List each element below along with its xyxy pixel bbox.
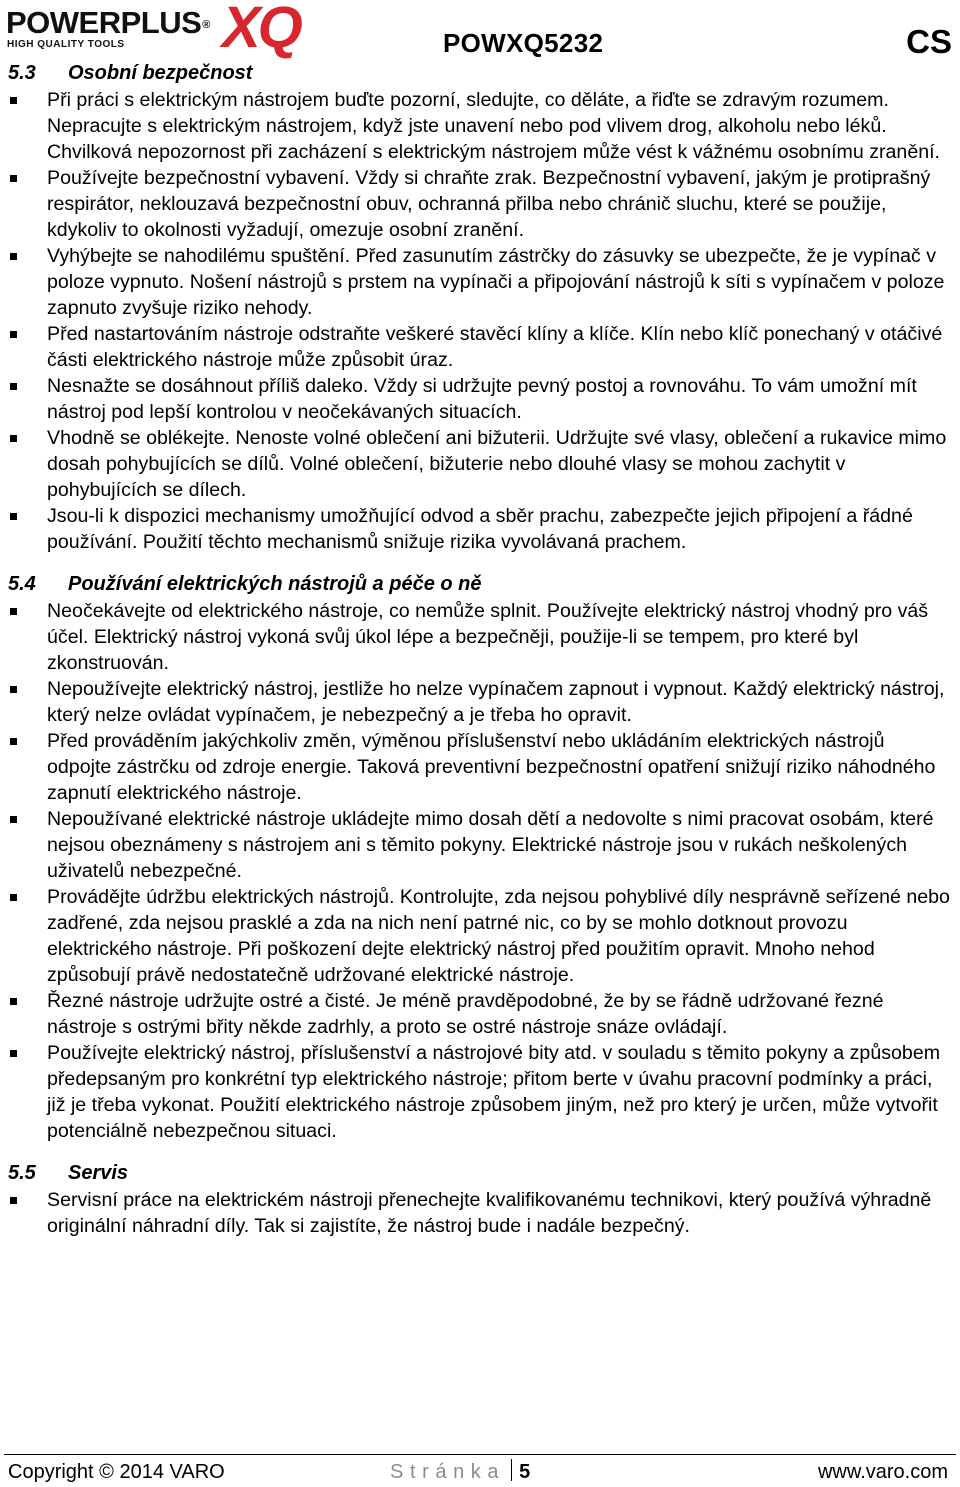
list-item: Jsou-li k dispozici mechanismy umožňující odvod a sběr prachu, zabezpečte jejich připojení a řádné používání. Použití těchto mechanismů snižuje rizika vyvolávaná prachem. [8, 503, 952, 555]
list-item: Nepoužívejte elektrický nástroj, jestliže ho nelze vypínačem zapnout i vypnout. Každý elektrický nástroj, který nelze ovládat vypínačem, je nebezpečný a je třeba ho opravit. [8, 676, 952, 728]
square-bullet-icon [10, 608, 17, 615]
section-title: Servis [68, 1162, 129, 1184]
copyright-text: Copyright © 2014 VARO [8, 1461, 225, 1483]
list-item: Vyhýbejte se nahodilému spuštění. Před zasunutím zástrčky do zásuvky se ubezpečte, že je vypínač v poloze vypnuto. Nošení nástrojů s prstem na vypínači a připojování nástrojů k síti s vypínačem v poloze zapnuto zvyšuje riziko nehody. [8, 243, 952, 321]
page-content [8, 60, 952, 1239]
square-bullet-icon [10, 998, 17, 1005]
section-number: 5.3 [8, 62, 36, 84]
section-number: 5.5 [8, 1162, 36, 1184]
powerplus-xq-logo [6, 0, 316, 60]
section-heading [8, 1160, 952, 1187]
list-item: Používejte bezpečnostní vybavení. Vždy si chraňte zrak. Bezpečnostní vybavení, jakým je protiprašný respirátor, neklouzavá bezpečnostní obuv, ochranná přilba nebo chránič sluchu, které se použije, kdykoliv to okolnosti vyžadují, omezuje osobní zranění. [8, 165, 952, 243]
section-title: Osobní bezpečnost [68, 62, 253, 84]
section-title: Používání elektrických nástrojů a péče o ně [68, 573, 482, 595]
square-bullet-icon [10, 97, 17, 104]
page-header [0, 0, 960, 60]
section-heading [8, 571, 952, 598]
page-label: Stránka [390, 1461, 506, 1483]
page-number: 5 [519, 1461, 531, 1483]
page-indicator [390, 1459, 530, 1485]
square-bullet-icon [10, 253, 17, 260]
square-bullet-icon [10, 383, 17, 390]
list-item: Používejte elektrický nástroj, příslušenství a nástrojové bity atd. v souladu s těmito pokyny a způsobem předepsaným pro konkrétní typ elektrického nástroje; přitom berte v úvahu pracovní podmínky a práci, již je třeba vykonat. Použití elektrického nástroje způsobem jiným, než pro který je určen, může vytvořit potenciálně nebezpečnou situaci. [8, 1040, 952, 1144]
section-service [8, 1160, 952, 1239]
list-item: Nepoužívané elektrické nástroje ukládejte mimo dosah dětí a nedovolte s nimi pracovat osobám, které nejsou obeznámeny s nástrojem ani s těmito pokyny. Elektrické nástroje jsou v rukách neškolených uživatelů nebezpečné. [8, 806, 952, 884]
logo-registered-mark: ® [202, 19, 210, 31]
square-bullet-icon [10, 175, 17, 182]
section-personal-safety [8, 60, 952, 555]
list-item: Vhodně se oblékejte. Nenoste volné oblečení ani bižuterii. Udržujte své vlasy, oblečení a rukavice mimo dosah pohybujících se dílů. Volné oblečení, bižuterie nebo dlouhé vlasy se mohou zachytit v pohybujících se dílech. [8, 425, 952, 503]
list-item: Neočekávejte od elektrického nástroje, co nemůže splnit. Používejte elektrický nástroj vhodný pro váš účel. Elektrický nástroj vykoná svůj úkol lépe a bezpečněji, použije-li se tempem, pro které byl zkonstruován. [8, 598, 952, 676]
section-heading [8, 60, 952, 87]
footer-divider [4, 1454, 956, 1455]
list-item: Řezné nástroje udržujte ostré a čisté. Je méně pravděpodobné, že by se řádně udržované řezné nástroje s ostrými břity někde zadrhly, a proto se ostré nástroje snáze ovládají. [8, 988, 952, 1040]
logo-tagline: HIGH QUALITY TOOLS [7, 39, 125, 50]
bullet-list [8, 87, 952, 555]
list-item: Nesnažte se dosáhnout příliš daleko. Vždy si udržujte pevný postoj a rovnováhu. To vám umožní mít nástroj pod lepší kontrolou v neočekávaných situacích. [8, 373, 952, 425]
logo-brand: POWERPLUS® [6, 5, 210, 40]
bullet-list [8, 598, 952, 1144]
list-item: Před nastartováním nástroje odstraňte veškeré stavěcí klíny a klíče. Klín nebo klíč ponechaný v otáčivé části elektrického nástroje může způsobit úraz. [8, 321, 952, 373]
page-footer [0, 1450, 960, 1487]
list-item: Provádějte údržbu elektrických nástrojů. Kontrolujte, zda nejsou pohyblivé díly nesprávně seřízené nebo zadřené, zda nejsou prasklé a zda na nich není patrné nic, co by se mohlo dotknout provozu elektrického nástroje. Při poškození dejte elektrický nástroj před použitím opravit. Mnoho nehod způsobují právě nedostatečně udržované elektrické nástroje. [8, 884, 952, 988]
section-number: 5.4 [8, 573, 36, 595]
square-bullet-icon [10, 686, 17, 693]
website-link[interactable]: www.varo.com [817, 1461, 948, 1483]
square-bullet-icon [10, 1197, 17, 1204]
logo-xq: XQ [222, 0, 300, 60]
square-bullet-icon [10, 816, 17, 823]
list-item: Servisní práce na elektrickém nástroji přenechejte kvalifikovanému technikovi, který používá výhradně originální náhradní díly. Tak si zajistíte, že nástroj bude i nadále bezpečný. [8, 1187, 952, 1239]
model-number: POWXQ5232 [443, 28, 604, 58]
list-item: Při práci s elektrickým nástrojem buďte pozorní, sledujte, co děláte, a řiďte se zdravým rozumem. Nepracujte s elektrickým nástrojem, když jste unavení nebo pod vlivem drog, alkoholu nebo léků. Chvilková nepozornost při zacházení s elektrickým nástrojem může vést k vážnému osobnímu zranění. [8, 87, 952, 165]
square-bullet-icon [10, 331, 17, 338]
language-code: CS [906, 23, 952, 60]
square-bullet-icon [10, 513, 17, 520]
square-bullet-icon [10, 1050, 17, 1057]
square-bullet-icon [10, 435, 17, 442]
section-power-tool-use [8, 571, 952, 1144]
square-bullet-icon [10, 738, 17, 745]
list-item: Před prováděním jakýchkoliv změn, výměnou příslušenství nebo ukládáním elektrických nástrojů odpojte zástrčku od zdroje energie. Taková preventivní bezpečnostní opatření snižují riziko náhodného zapnutí elektrického nástroje. [8, 728, 952, 806]
bullet-list [8, 1187, 952, 1239]
page-separator [511, 1459, 512, 1481]
square-bullet-icon [10, 894, 17, 901]
